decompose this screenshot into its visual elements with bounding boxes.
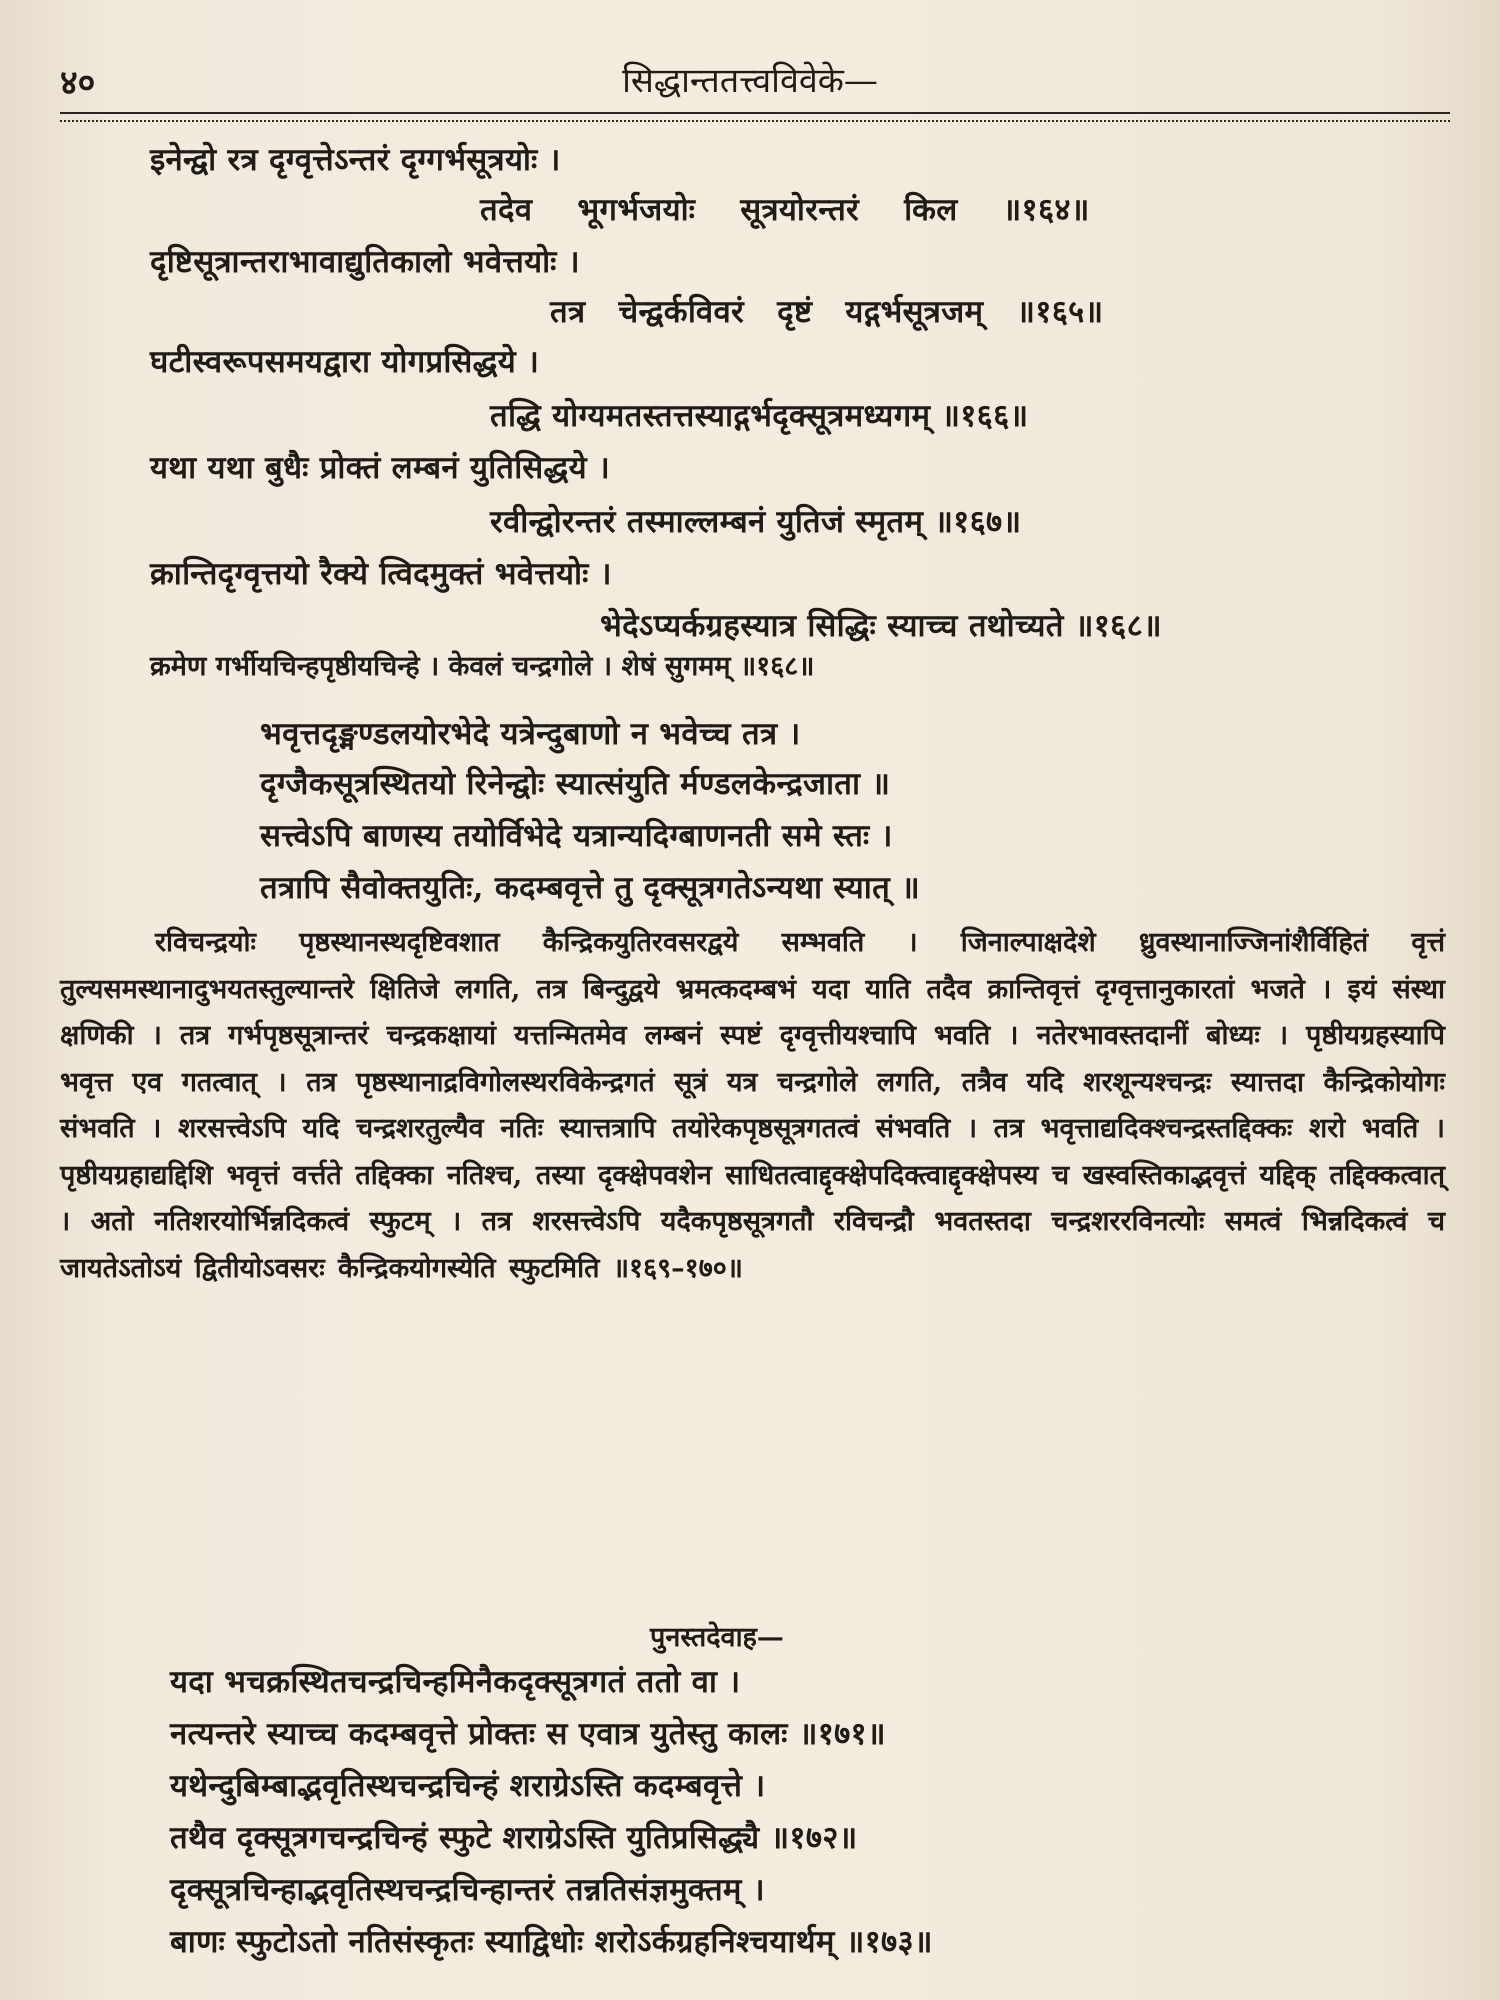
header-rule (60, 112, 1450, 122)
verse-line: तदेव भूगर्भजयोः सूत्रयोरन्तरं किल ॥१६४॥ (480, 192, 1090, 228)
page-number: ४० (60, 63, 96, 103)
page-header (50, 52, 1450, 112)
verse-line: तथैव दृक्सूत्रगचन्द्रचिन्हं स्फुटे शराग्रेऽस्ति युतिप्रसिद्ध्यै ॥१७२॥ (170, 1820, 858, 1856)
commentary-intro: क्रमेण गर्भीयचिन्हपृष्ठीयचिन्हे । केवलं चन्द्रगोले । शेषं सुगमम् ॥१६८॥ (150, 651, 815, 682)
verse-line: सत्त्वेऽपि बाणस्य तयोर्विभेदे यत्रान्यदिग्बाणनती समे स्तः । (260, 818, 893, 854)
verse-line: तत्रापि सैवोक्तयुतिः, कदम्बवृत्ते तु दृक्सूत्रगतेऽन्यथा स्यात् ॥ (260, 870, 921, 906)
verse-line: नत्यन्तरे स्याच्च कदम्बवृत्ते प्रोक्तः स एवात्र युतेस्तु कालः ॥१७१॥ (170, 1716, 886, 1752)
running-title: सिद्धान्ततत्त्वविवेके— (622, 61, 878, 101)
verse-line: घटीस्वरूपसमयद्वारा योगप्रसिद्धये । (150, 344, 540, 380)
commentary-paragraph: रविचन्द्रयोः पृष्ठस्थानस्थदृष्टिवशात कैन्द्रिकयुतिरवसरद्वये सम्भवति । जिनाल्पाक्षदेशे ध्रुवस्थानाज्जिनांशैर्विहितं वृत्तं तुल्यसमस्थानादुभयतस्तुल्यान्तरे क्षितिजे लगति, तत्र बिन्दुद्वये भ्रमत्कदम्बभं यदा याति तदैव क्रान्तिवृत्तं दृग्वृत्तानुकारतां भजते । इयं संस्था क्षणिकी । तत्र गर्भपृष्ठसूत्रान्तरं चन्द्रकक्षायां यत्तन्मितमेव लम्बनं स्पष्टं दृग्वृत्तीयश्चापि भवति । नतेरभावस्तदानीं बोध्यः । पृष्ठीयग्रहस्यापि भवृत्त एव गतत्वात् । तत्र पृष्ठस्थानाद्रविगोलस्थरविकेन्द्रगतं सूत्रं यत्र चन्द्रगोले लगति, तत्रैव यदि शरशून्यश्चन्द्रः स्यात्तदा कैन्द्रिकोयोगः संभवति । शरसत्त्वेऽपि यदि चन्द्रशरतुल्यैव नतिः स्यात्तत्रापि तयोरेकपृष्ठसूत्रगतत्वं संभवति । तत्र भवृत्ताद्यदिक्श्चन्द्रस्तद्दिक्कः शरो भवति । पृष्ठीयग्रहाद्यद्दिशि भवृत्तं वर्त्तते तद्दिक्का नतिश्च, तस्या दृक्क्षेपवशेन साधितत्वाद्दृक्क्षेपदिक्त्वाद्दृक्क्षेपस्य च खस्वस्तिकाद्भवृत्तं यद्दिक् तद्दिक्कत्वात् । अतो नतिशरयोर्भिन्नदिकत्वं स्फुटम् । तत्र शरसत्त्वेऽपि यदैकपृष्ठसूत्रगतौ रविचन्द्रौ भवतस्तदा चन्द्रशररविनत्योः समत्वं भिन्नदिकत्वं च जायतेऽतोऽयं द्वितीयोऽवसरः कैन्द्रिकयोगस्येति स्फुटमिति ॥१६९–१७०॥ (60, 927, 1445, 1284)
verse-line: दृष्टिसूत्रान्तराभावाद्युतिकालो भवेत्तयोः । (150, 244, 580, 280)
verse-line: दृक्सूत्रचिन्हाद्भवृतिस्थचन्द्रचिन्हान्तरं तन्नतिसंज्ञमुक्तम् । (170, 1872, 765, 1908)
verse-line: भेदेऽप्यर्कग्रहस्यात्र सिद्धिः स्याच्च तथोच्यते ॥१६८॥ (600, 608, 1162, 644)
verse-line: यथेन्दुबिम्बाद्भवृतिस्थचन्द्रचिन्हं शराग्रेऽस्ति कदम्बवृत्ते । (170, 1768, 766, 1804)
verse-line: दृग्जैकसूत्रस्थितयो रिनेन्द्वोः स्यात्संयुति र्मण्डलकेन्द्रजाता ॥ (260, 766, 891, 802)
verse-line: क्रान्तिदृग्वृत्तयो रैक्ये त्विदमुक्तं भवेत्तयोः । (150, 556, 612, 592)
section-subheading: पुनस्तदेवाह— (650, 1622, 784, 1653)
verse-line: तत्र चेन्द्वर्कविवरं दृष्टं यद्गर्भसूत्रजम् ॥१६५॥ (550, 294, 1104, 330)
verse-line: रवीन्द्वोरन्तरं तस्माल्लम्बनं युतिजं स्मृतम् ॥१६७॥ (490, 504, 1022, 540)
verse-line: भवृत्तदृङ्मण्डलयोरभेदे यत्रेन्दुबाणो न भवेच्च तत्र । (260, 716, 801, 752)
verse-line: यथा यथा बुधैः प्रोक्तं लम्बनं युतिसिद्धये । (150, 450, 611, 486)
verse-line: बाणः स्फुटोऽतो नतिसंस्कृतः स्याद्विधोः शरोऽर्कग्रहनिश्चयार्थम् ॥१७३॥ (170, 1924, 933, 1960)
verse-line: तद्धि योग्यमतस्तत्तस्याद्गर्भदृक्सूत्रमध्यगम् ॥१६६॥ (490, 398, 1029, 434)
verse-line: यदा भचक्रस्थितचन्द्रचिन्हमिनैकदृक्सूत्रगतं ततो वा । (170, 1664, 741, 1700)
verse-line: इनेन्द्वो रत्र दृग्वृत्तेऽन्तरं दृग्गर्भसूत्रयोः । (150, 142, 561, 178)
